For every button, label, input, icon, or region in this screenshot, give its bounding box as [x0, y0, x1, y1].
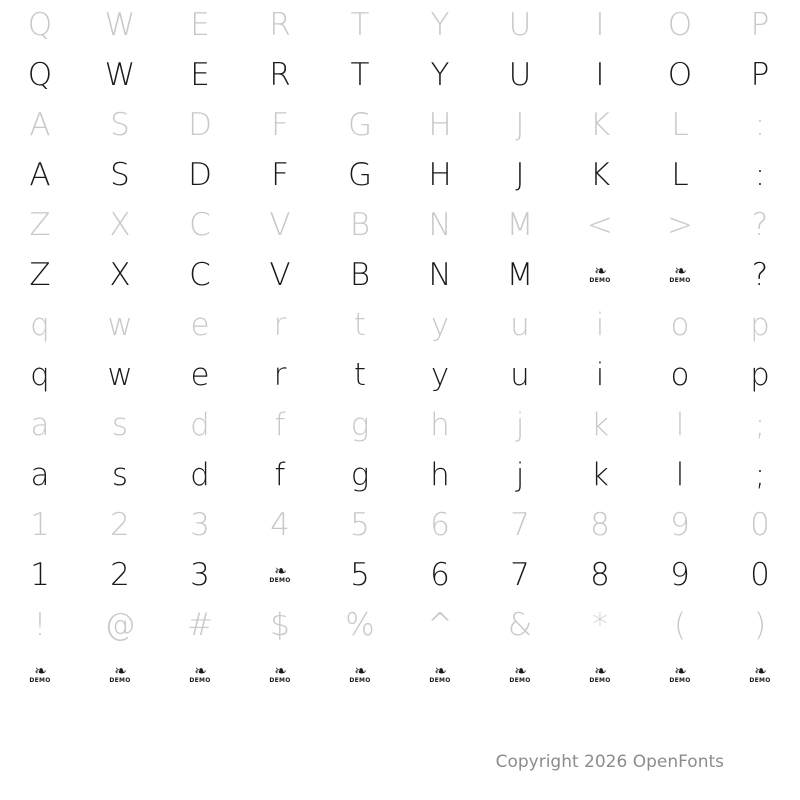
glyph-cell: s	[111, 406, 129, 443]
glyph-cell: u	[510, 356, 530, 393]
leaf-icon: ❧	[434, 662, 446, 680]
glyph-cell: X	[109, 206, 131, 243]
glyph-cell: p	[750, 306, 770, 343]
glyph-cell: K	[589, 156, 611, 193]
leaf-icon: ❧	[354, 662, 366, 680]
glyph-cell: l	[675, 406, 685, 443]
glyph-cell: L	[671, 156, 689, 193]
glyph-cell: M	[506, 206, 534, 243]
glyph-cell: *	[592, 606, 608, 643]
glyph-cell: C	[189, 256, 211, 293]
glyph-cell: K	[589, 106, 611, 143]
demo-label: DEMO	[109, 677, 131, 684]
glyph-cell: 8	[590, 506, 610, 543]
glyph-cell: M	[506, 256, 534, 293]
demo-label: DEMO	[349, 677, 371, 684]
glyph-cell: D	[188, 106, 212, 143]
glyph-cell: e	[190, 356, 210, 393]
glyph-cell: r	[273, 356, 287, 393]
glyph-cell: E	[190, 56, 210, 93]
glyph-cell: N	[428, 256, 452, 293]
glyph-cell: 0	[750, 506, 770, 543]
glyph-cell: A	[29, 106, 51, 143]
glyph-cell: g	[350, 456, 370, 493]
glyph-cell: V	[269, 256, 291, 293]
glyph-cell: i	[595, 306, 605, 343]
glyph-cell: Q	[27, 6, 53, 43]
demo-watermark-glyph	[640, 250, 720, 300]
glyph-cell: w	[107, 306, 133, 343]
glyph-cell: ;	[754, 406, 766, 443]
glyph-cell: 8	[590, 556, 610, 593]
demo-label: DEMO	[269, 677, 291, 684]
demo-label: DEMO	[189, 677, 211, 684]
glyph-cell: 9	[670, 556, 690, 593]
glyph-cell: N	[428, 206, 452, 243]
glyph-cell: Q	[27, 56, 53, 93]
demo-watermark-glyph	[480, 650, 560, 700]
glyph-cell: l	[675, 456, 685, 493]
demo-label: DEMO	[589, 677, 611, 684]
demo-watermark-glyph	[320, 650, 400, 700]
glyph-cell: G	[347, 106, 373, 143]
leaf-icon: ❧	[594, 662, 606, 680]
glyph-cell: ^	[427, 606, 453, 643]
glyph-cell: Y	[430, 56, 450, 93]
glyph-cell: k	[591, 406, 609, 443]
glyph-cell: r	[273, 306, 287, 343]
demo-label: DEMO	[589, 277, 611, 284]
leaf-icon: ❧	[114, 662, 126, 680]
glyph-cell: P	[750, 6, 770, 43]
glyph-cell: I	[595, 6, 605, 43]
glyph-cell: )	[753, 606, 767, 643]
glyph-cell: i	[595, 356, 605, 393]
glyph-cell: 6	[430, 506, 450, 543]
glyph-cell: :	[754, 106, 766, 143]
glyph-cell: d	[190, 406, 210, 443]
demo-label: DEMO	[749, 677, 771, 684]
glyph-cell: S	[110, 106, 130, 143]
glyph-cell: I	[595, 56, 605, 93]
glyph-cell: (	[673, 606, 687, 643]
glyph-cell: ?	[751, 206, 769, 243]
glyph-cell: f	[274, 456, 286, 493]
demo-watermark-glyph	[720, 650, 800, 700]
glyph-cell: e	[190, 306, 210, 343]
glyph-cell: S	[110, 156, 130, 193]
glyph-cell: E	[190, 6, 210, 43]
glyph-cell: @	[104, 606, 136, 643]
glyph-cell: 0	[750, 556, 770, 593]
glyph-cell: y	[430, 306, 450, 343]
demo-label: DEMO	[669, 277, 691, 284]
glyph-cell: 1	[30, 556, 50, 593]
glyph-cell: k	[591, 456, 609, 493]
glyph-cell: q	[30, 306, 50, 343]
leaf-icon: ❧	[514, 662, 526, 680]
glyph-cell: :	[754, 156, 766, 193]
demo-watermark-glyph	[560, 250, 640, 300]
demo-label: DEMO	[269, 577, 291, 584]
glyph-cell: #	[187, 606, 213, 643]
glyph-cell: a	[30, 406, 50, 443]
glyph-cell: W	[104, 6, 136, 43]
glyph-cell: s	[111, 456, 129, 493]
glyph-cell: U	[508, 6, 532, 43]
glyph-cell: W	[104, 56, 136, 93]
glyph-cell: J	[515, 156, 525, 193]
glyph-cell: %	[345, 606, 375, 643]
demo-label: DEMO	[29, 677, 51, 684]
glyph-cell: L	[671, 106, 689, 143]
glyph-cell: o	[670, 306, 690, 343]
leaf-icon: ❧	[274, 562, 286, 580]
demo-watermark-glyph	[0, 650, 80, 700]
glyph-cell: A	[29, 156, 51, 193]
glyph-cell: 2	[110, 556, 130, 593]
glyph-cell: Y	[430, 6, 450, 43]
glyph-cell: D	[188, 156, 212, 193]
glyph-cell: o	[670, 356, 690, 393]
demo-watermark-glyph	[400, 650, 480, 700]
glyph-cell: C	[189, 206, 211, 243]
leaf-icon: ❧	[674, 662, 686, 680]
glyph-cell: $	[270, 606, 290, 643]
glyph-cell: h	[430, 456, 450, 493]
glyph-cell: 5	[350, 506, 370, 543]
glyph-cell: T	[350, 56, 370, 93]
glyph-cell: H	[428, 156, 452, 193]
leaf-icon: ❧	[274, 662, 286, 680]
glyph-cell: d	[190, 456, 210, 493]
leaf-icon: ❧	[194, 662, 206, 680]
glyph-cell: R	[269, 56, 291, 93]
leaf-icon: ❧	[754, 662, 766, 680]
glyph-cell: >	[667, 206, 693, 243]
glyph-cell: h	[430, 406, 450, 443]
glyph-cell: J	[515, 106, 525, 143]
glyph-cell: T	[350, 6, 370, 43]
leaf-icon: ❧	[674, 262, 686, 280]
glyph-cell: f	[274, 406, 286, 443]
demo-watermark-glyph	[240, 650, 320, 700]
glyph-cell: y	[430, 356, 450, 393]
glyph-cell: ?	[751, 256, 769, 293]
demo-watermark-glyph	[80, 650, 160, 700]
glyph-cell: ;	[754, 456, 766, 493]
glyph-cell: j	[515, 456, 525, 493]
glyph-cell: t	[353, 356, 367, 393]
glyph-cell: 7	[510, 556, 530, 593]
glyph-cell: Z	[29, 206, 51, 243]
glyph-cell: O	[667, 56, 693, 93]
glyph-cell: 4	[270, 506, 290, 543]
glyph-cell: 7	[510, 506, 530, 543]
glyph-cell: 3	[190, 506, 210, 543]
glyph-cell: 9	[670, 506, 690, 543]
demo-watermark-glyph	[560, 650, 640, 700]
glyph-cell: w	[107, 356, 133, 393]
leaf-icon: ❧	[34, 662, 46, 680]
glyph-cell: G	[347, 156, 373, 193]
glyph-cell: 6	[430, 556, 450, 593]
demo-label: DEMO	[429, 677, 451, 684]
glyph-cell: R	[269, 6, 291, 43]
glyph-cell: X	[109, 256, 131, 293]
demo-label: DEMO	[669, 677, 691, 684]
glyph-cell: O	[667, 6, 693, 43]
glyph-cell: u	[510, 306, 530, 343]
glyph-cell: F	[271, 106, 289, 143]
glyph-cell: F	[271, 156, 289, 193]
demo-watermark-glyph	[160, 650, 240, 700]
copyright-notice: Copyright 2026 OpenFonts	[495, 752, 724, 772]
glyph-cell: q	[30, 356, 50, 393]
glyph-cell: 1	[30, 506, 50, 543]
glyph-cell: g	[350, 406, 370, 443]
demo-label: DEMO	[509, 677, 531, 684]
glyph-cell: 3	[190, 556, 210, 593]
leaf-icon: ❧	[594, 262, 606, 280]
glyph-cell: U	[508, 56, 532, 93]
glyph-cell: p	[750, 356, 770, 393]
glyph-cell: H	[428, 106, 452, 143]
glyph-cell: <	[587, 206, 613, 243]
glyph-cell: Z	[29, 256, 51, 293]
demo-watermark-glyph	[240, 550, 320, 600]
glyph-cell: 5	[350, 556, 370, 593]
glyph-cell: P	[750, 56, 770, 93]
glyph-cell: B	[349, 256, 371, 293]
glyph-cell: V	[269, 206, 291, 243]
glyph-cell: 2	[110, 506, 130, 543]
glyph-cell: t	[353, 306, 367, 343]
demo-watermark-glyph	[640, 650, 720, 700]
glyph-cell: a	[30, 456, 50, 493]
glyph-cell: !	[33, 606, 47, 643]
glyph-cell: B	[349, 206, 371, 243]
glyph-cell: &	[507, 606, 533, 643]
glyph-cell: j	[515, 406, 525, 443]
